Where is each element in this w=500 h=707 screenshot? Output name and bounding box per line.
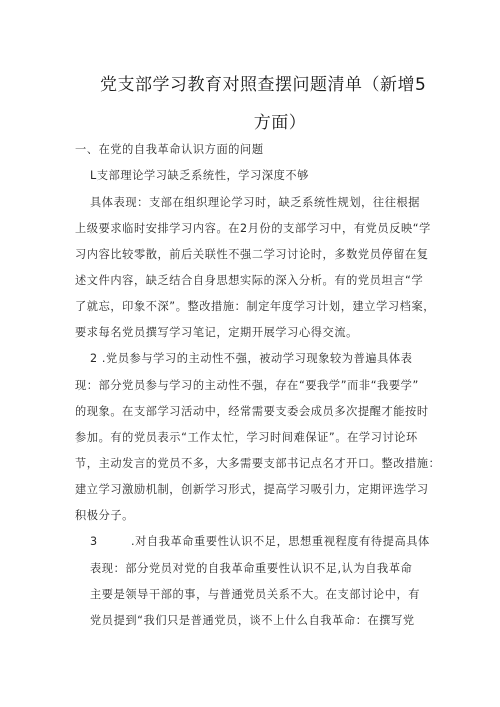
- paragraph-line: 节，主动发言的党员不多，大多需要支部书记点名才开口。整改措施：: [75, 457, 441, 470]
- title-line-2: 方面）: [253, 113, 307, 133]
- paragraph-line: 积极分子。: [75, 509, 134, 522]
- paragraph-line: 习内容比较零散，前后关联性不强二学习讨论时，多数党员停留在复: [75, 248, 429, 261]
- section-heading: 一、在党的自我革命认识方面的问题: [75, 143, 264, 156]
- paragraph-line: 建立学习激励机制，创新学习形式，提高学习吸引力，定期评选学习: [75, 483, 429, 496]
- paragraph-line: 2 .党员参与学习的主动性不强，被动学习现象较为普遍具体表: [90, 352, 413, 365]
- document-title: [100, 66, 440, 142]
- paragraph-line: 现：部分党员参与学习的主动性不强，存在“要我学”而非“我要学”: [75, 379, 419, 392]
- subheading-1: L支部理论学习缺乏系统性，学习深度不够: [90, 169, 310, 182]
- paragraph-line: 党员提到“我们只是普通党员，谈不上什么自我革命：在撰写党: [90, 614, 415, 627]
- paragraph-line: 参加。有的党员表示“工作太忙，学习时间难保证”。在学习讨论环: [75, 431, 418, 444]
- paragraph-line: 要求每名党员撰写学习笔记，定期开展学习心得交流。: [75, 326, 358, 339]
- paragraph-line: 的现象。在支部学习活动中，经常需要支委会成员多次提醒才能按时: [75, 405, 429, 418]
- paragraph-line: 上级要求临时安排学习内容。在2月份的支部学习中，有党员反映“学: [75, 222, 431, 235]
- paragraph-line: 了就忘，印象不深”。整改措施：制定年度学习计划，建立学习档案，: [75, 300, 436, 313]
- paragraph-line: 述文件内容，缺乏结合自身思想实际的深入分析。有的党员坦言“学: [75, 274, 424, 287]
- title-line-1: 党支部学习教育对照查摆问题清单（新增5: [100, 75, 427, 95]
- paragraph-line: 3 .对自我革命重要性认识不足，思想重视程度有待提高具体: [90, 535, 430, 548]
- paragraph-line: 主要是领导干部的事，与普通党员关系不大。在支部讨论中，有: [90, 588, 421, 601]
- paragraph-line: 具体表现：支部在组织理论学习时，缺乏系统性规划，往往根据: [90, 196, 421, 209]
- paragraph-line: 表现：部分党员对党的自我革命重要性认识不足,认为自我革命: [90, 562, 413, 575]
